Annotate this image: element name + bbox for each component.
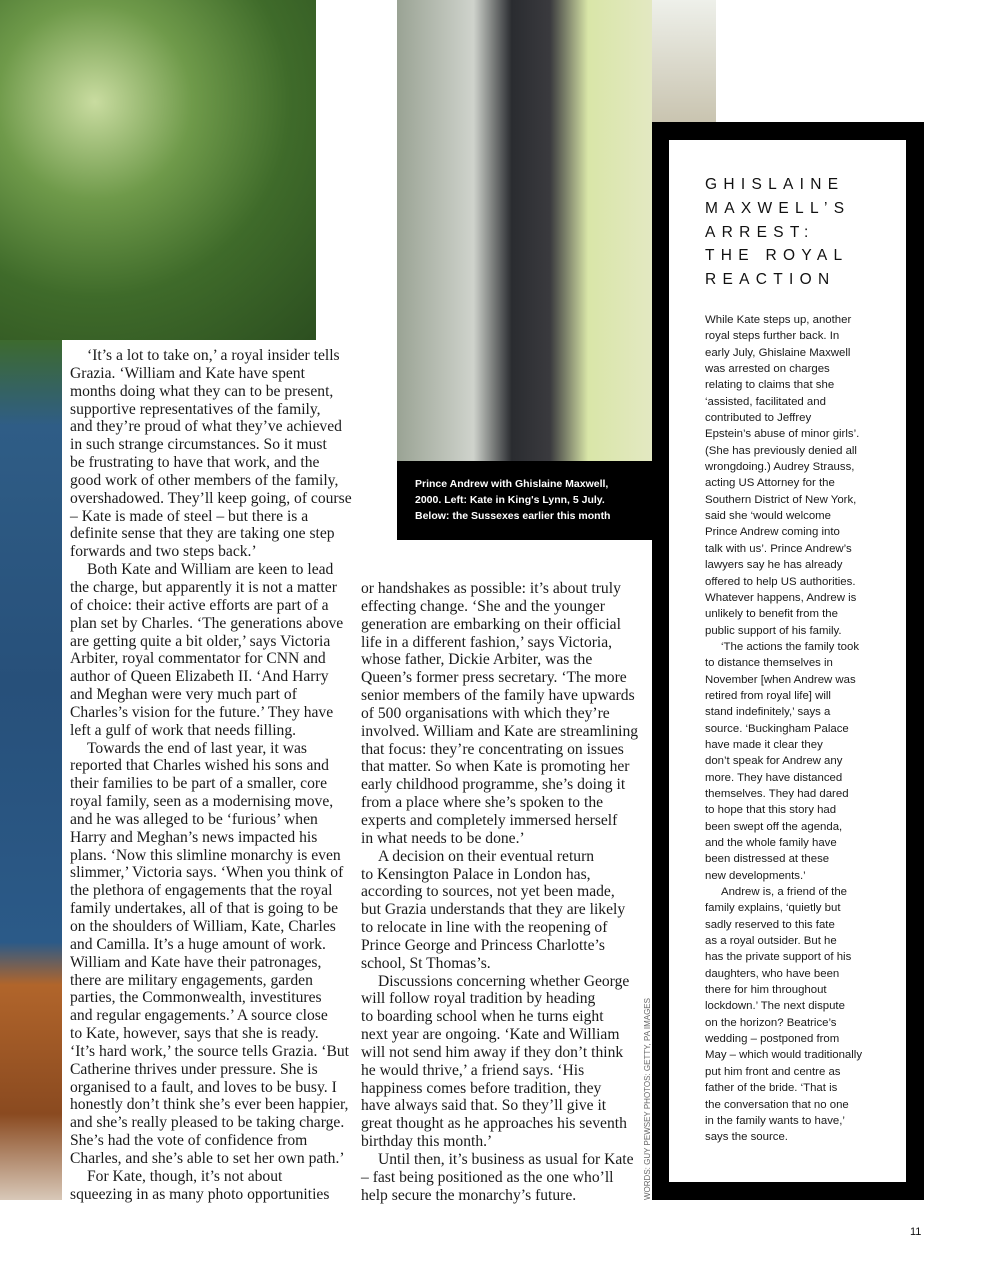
text-line: in what needs to be done.’ [361,829,525,847]
text-line: senior members of the family have upwards [361,687,635,705]
text-line: on the horizon? Beatrice’s [705,1016,837,1029]
text-line: Queen’s former press secretary. ‘The more [361,669,627,687]
text-line: While Kate steps up, another [705,314,852,326]
text-line: of 500 organisations with which they’re [361,704,610,722]
text-line: as a royal outsider. But he [705,935,837,948]
text-line: Prince Andrew coming into [705,526,840,539]
text-line: Towards the end of last year, it was [87,739,307,757]
text-line: Andrew is, a friend of the [721,886,847,899]
text-line: forwards and two steps back.’ [70,543,257,561]
text-line: months doing what they can to be present, [70,382,334,400]
text-line: family explains, ‘quietly but [705,902,841,915]
text-line: lockdown.’ The next dispute [705,1000,845,1013]
text-line: early July, Ghislaine Maxwell [705,346,851,359]
prince-andrew-photo-edge [652,0,716,122]
text-line: relating to claims that she [705,379,835,392]
text-line: been distressed at these [705,853,830,866]
text-line: public support of his family. [705,624,842,637]
text-line: Prince George and Princess Charlotte’s [361,936,605,954]
text-line: has the private support of his [705,951,852,964]
text-line: and Meghan were very much part of [70,686,297,704]
text-line: Discussions concerning whether George [378,972,630,990]
text-line: school, St Thomas’s. [361,954,491,972]
text-line: are getting quite a bit older,’ says Victoria [70,632,331,650]
text-line: more. They have distanced [705,771,843,784]
text-line: been swept off the agenda, [705,820,843,833]
text-line: don’t speak for Andrew any [705,755,843,768]
sidebar-title-line: ARREST: [705,223,815,241]
text-line: sadly reserved to this fate [705,918,835,931]
text-line: wedding – postponed from [705,1033,840,1046]
text-line: life in a different fashion,’ says Victoria, [361,633,613,651]
text-line: supportive representatives of the family, [70,400,321,418]
text-line: Catherine thrives under pressure. She is [70,1060,318,1078]
text-line: squeezing in as many photo opportunities [70,1185,330,1203]
text-line: and they’re proud of what they’ve achieved [70,418,342,436]
text-line: there are military engagements, garden [70,971,313,989]
text-line: themselves. They had dared [705,787,849,800]
text-line: that focus: they’re concentrating on issues [361,740,624,758]
text-line: whose father, Dickie Arbiter, was the [361,651,593,669]
text-line: Epstein’s abuse of minor girls’. [705,428,860,441]
text-line: Harry and Meghan’s news impacted his [70,828,318,846]
text-line: Grazia. ‘William and Kate have spent [70,364,305,382]
text-line: birthday this month.’ [361,1133,493,1151]
article-column-left [70,347,352,1204]
text-line: the plethora of engagements that the royal [70,882,333,900]
text-line: royal family, seen as a modernising move, [70,793,334,811]
sidebar-title-line: MAXWELL’S [705,199,851,217]
text-line: November [when Andrew was [705,673,856,686]
text-line: ‘The actions the family took [721,640,860,653]
text-line: retired from royal life] will [705,689,831,702]
text-line: parties, the Commonwealth, investitures [70,989,322,1007]
text-line: She’s had the vote of confidence from [70,1132,308,1150]
text-line: experts and completely immersed herself [361,811,618,829]
caption-line: 2000. Left: Kate in King's Lynn, 5 July. [415,494,605,506]
text-line: talk with us’. Prince Andrew’s [705,542,852,555]
text-line: and she’s really pleased to be taking charge. [70,1114,345,1132]
sidebar-title-line: THE ROYAL [705,247,849,265]
text-line: have made it clear they [705,738,823,751]
text-line: great thought as he approaches his seventh [361,1115,627,1133]
text-line: Arbiter, royal commentator for CNN and [70,650,326,668]
text-line: he would thrive,’ a friend says. ‘His [361,1061,585,1079]
text-line: and regular engagements.’ A source close [70,1007,328,1025]
text-line: of choice: their active efforts are part of a [70,596,329,614]
text-line: father of the bride. ‘That is [705,1082,838,1095]
text-line: source. ‘Buckingham Palace [705,722,849,735]
text-line: will follow royal tradition by heading [361,990,596,1008]
text-line: or handshakes as possible: it’s about truly [361,580,621,597]
text-line: the charge, but apparently it is not a matter [70,578,337,596]
text-line: be frustrating to have that work, and the [70,454,320,472]
text-line: effecting change. ‘She and the younger [361,597,605,615]
text-line: was arrested on charges [705,363,830,376]
text-line: there for him throughout [705,984,827,997]
text-line: Both Kate and William are keen to lead [87,561,334,579]
text-line: author of Queen Elizabeth II. ‘And Harry [70,668,329,686]
text-line: May – which would traditionally [705,1049,863,1062]
text-line: that matter. So when Kate is promoting her [361,758,630,776]
sidebar-title-line: REACTION [705,271,836,289]
text-line: next year are ongoing. ‘Kate and William [361,1026,620,1044]
text-line: and Camilla. It’s a huge amount of work. [70,935,326,953]
prince-andrew-photo [397,0,652,461]
text-line: according to sources, not yet been made, [361,883,615,901]
text-line: overshadowed. They’ll keep going, of course [70,489,352,507]
text-line: new developments.’ [705,869,806,882]
text-line: plan set by Charles. ‘The generations above [70,614,344,632]
text-line: happiness comes before tradition, they [361,1079,602,1097]
text-line: definite sense that they are taking one step [70,525,335,543]
sidebar-title [705,173,850,292]
text-line: help secure the monarchy’s future. [361,1186,577,1204]
article-column-middle [361,580,638,1205]
text-line: their families to be part of a smaller, core [70,775,327,793]
text-line: honestly don’t think she’s ever been happier, [70,1096,349,1114]
text-line: Whatever happens, Andrew is [705,591,857,604]
caption-line: Below: the Sussexes earlier this month [415,510,611,522]
text-line: contributed to Jeffrey [705,412,812,425]
text-line: stand indefinitely,’ says a [705,706,831,719]
sidebar-title-line: GHISLAINE [705,176,845,193]
text-line: left a gulf of work that needs filling. [70,721,297,739]
text-line: William and Kate have their patronages, [70,953,322,971]
photo-caption [397,461,652,540]
text-line: to hope that this story had [705,804,837,817]
text-line: will not send him away if they don’t think [361,1043,624,1061]
photo-credit: WORDS: GUY PEWSEY PHOTOS: GETTY, PA IMAGES [643,998,652,1200]
text-line: unlikely to benefit from the [705,608,838,621]
text-line: offered to help US authorities. [705,575,856,588]
text-line: good work of other members of the family, [70,471,339,489]
sidebar-body [705,312,862,1146]
text-line: ‘It’s a lot to take on,’ a royal insider tells [87,347,340,364]
text-line: generation are embarking on their official [361,615,621,633]
text-line: from a place where she’s spoken to the [361,794,604,812]
text-line: to Kate, however, says that she is ready. [70,1025,319,1043]
text-line: in the family wants to have,’ [705,1114,845,1127]
page-number: 11 [910,1226,922,1238]
text-line: wrongdoing.) Audrey Strauss, [705,461,855,474]
text-line: ‘It’s hard work,’ the source tells Grazia. ‘But [70,1042,350,1060]
text-line: to distance themselves in [705,657,833,670]
text-line: in such strange circumstances. So it must [70,436,327,454]
kate-photo-background [0,0,316,340]
text-line: plans. ‘Now this slimline monarchy is even [70,846,341,864]
text-line: on the shoulders of William, Kate, Charles [70,918,336,935]
text-line: have always said that. So they’ll give it [361,1097,607,1115]
text-line: acting US Attorney for the [705,477,835,490]
text-line: but Grazia understands that they are likely [361,901,626,919]
text-line: put him front and centre as [705,1065,841,1078]
kate-photo-strip [0,340,62,1200]
text-line: to Kensington Palace in London has, [361,865,591,883]
text-line: the conversation that no one [705,1098,849,1111]
text-line: family undertakes, all of that is going to be [70,900,339,918]
text-line: said she ‘would welcome [705,510,831,523]
text-line: For Kate, though, it’s not about [87,1167,283,1185]
text-line: reported that Charles wished his sons and [70,757,329,775]
text-line: (She has previously denied all [705,444,857,457]
text-line: and he was alleged to be ‘furious’ when [70,810,318,828]
text-line: Until then, it’s business as usual for Kate [378,1151,634,1168]
text-line: A decision on their eventual return [378,847,595,865]
text-line: ‘assisted, facilitated and [705,395,826,408]
text-line: – Kate is made of steel – but there is a [70,507,309,525]
text-line: – fast being positioned as the one who’ll [361,1168,614,1186]
text-line: to boarding school when he turns eight [361,1008,604,1026]
text-line: and the whole family have [705,837,837,849]
text-line: says the source. [705,1131,788,1144]
text-line: daughters, who have been [705,967,840,980]
text-line: lawyers say he has already [705,559,843,572]
text-line: early childhood programme, she’s doing it [361,776,626,794]
text-line: to relocate in line with the reopening of [361,919,608,937]
text-line: involved. William and Kate are streamlining [361,722,639,740]
text-line: organised to a fault, and loves to be busy. I [70,1078,337,1096]
text-line: Charles’s vision for the future.’ They have [70,703,334,721]
text-line: Charles, and she’s able to set her own path.’ [70,1149,345,1167]
caption-line: Prince Andrew with Ghislaine Maxwell, [415,478,609,490]
text-line: Southern District of New York, [705,493,857,506]
text-line: slimmer,’ Victoria says. ‘When you think of [70,864,344,882]
text-line: royal steps further back. In [705,330,840,343]
